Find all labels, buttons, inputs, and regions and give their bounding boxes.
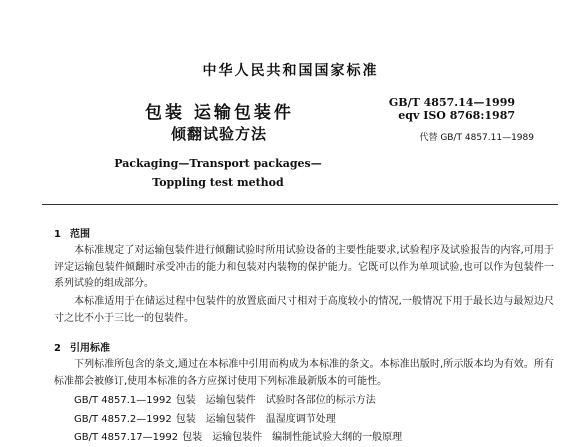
reference-term-3: 试验时各部位的标示方法 (265, 395, 376, 406)
section-1-paragraph-2: 本标准适用于在储运过程中包装件的放置底面尺寸相对于高度较小的情况,一般情况下用于最长边与最短边尺寸之比不小于三比一的包装件。 (54, 296, 554, 324)
title-line-2: 倾翻试验方法 (171, 125, 268, 143)
reference-list (74, 392, 402, 447)
reference-term-3: 编制性能试验大纲的一般原理 (272, 432, 403, 443)
reference-term-2: 运输包装件 (205, 413, 256, 425)
reference-code: GB/T 4857.17—1992 (74, 432, 179, 443)
section-1-heading (54, 225, 90, 240)
section-1-paragraph-1: 本标准规定了对运输包装件进行倾翻试验时所用试验设备的主要性能要求,试验程序及试验报告的内容,可用于评定运输包装件倾翻时承受冲击的能力和包装对内装物的保护能力。它既可以作为单项试验,也可以作为包装件一系列试验的组成部分。 (54, 245, 554, 290)
english-title-line-2: Toppling test method (152, 176, 284, 189)
national-standard-header: 中华人民共和国国家标准 (202, 63, 379, 79)
reference-term-2: 运输包装件 (205, 395, 256, 406)
header-divider (42, 204, 558, 205)
reference-item (74, 429, 402, 447)
reference-term-1: 包装 (175, 413, 196, 425)
reference-code: GB/T 4857.1—1992 (74, 395, 172, 406)
section-title: 引用标准 (70, 343, 110, 354)
section-title: 范围 (70, 229, 90, 240)
section-number: 2 (54, 343, 61, 354)
standard-number: GB/T 4857.14—1999 (388, 96, 515, 109)
equivalent-standard: eqv ISO 8768:1987 (398, 109, 515, 122)
section-number: 1 (54, 229, 61, 240)
reference-term-2: 运输包装件 (212, 432, 263, 443)
reference-term-1: 包装 (182, 432, 203, 443)
english-title-line-1: Packaging—Transport packages— (114, 157, 322, 170)
title-line-1: 包装 运输包装件 (145, 103, 294, 123)
reference-term-3: 温湿度调节处理 (265, 413, 336, 425)
english-title (0, 154, 436, 192)
reference-code: GB/T 4857.2—1992 (74, 413, 172, 425)
section-2-heading (54, 339, 110, 354)
section-2-paragraph-1: 下列标准所包含的条文,通过在本标准中引用而构成为本标准的条文。本标准出版时,所示版本均为有效。所有标准都会被修订,使用本标准的各方应探讨使用下列标准最新版本的可能性。 (54, 359, 554, 387)
replaces-standard: 代替 GB/T 4857.11—1989 (419, 133, 534, 143)
standard-number-block (389, 96, 515, 122)
reference-item (74, 392, 402, 411)
reference-term-1: 包装 (175, 395, 196, 406)
reference-item (74, 411, 402, 430)
